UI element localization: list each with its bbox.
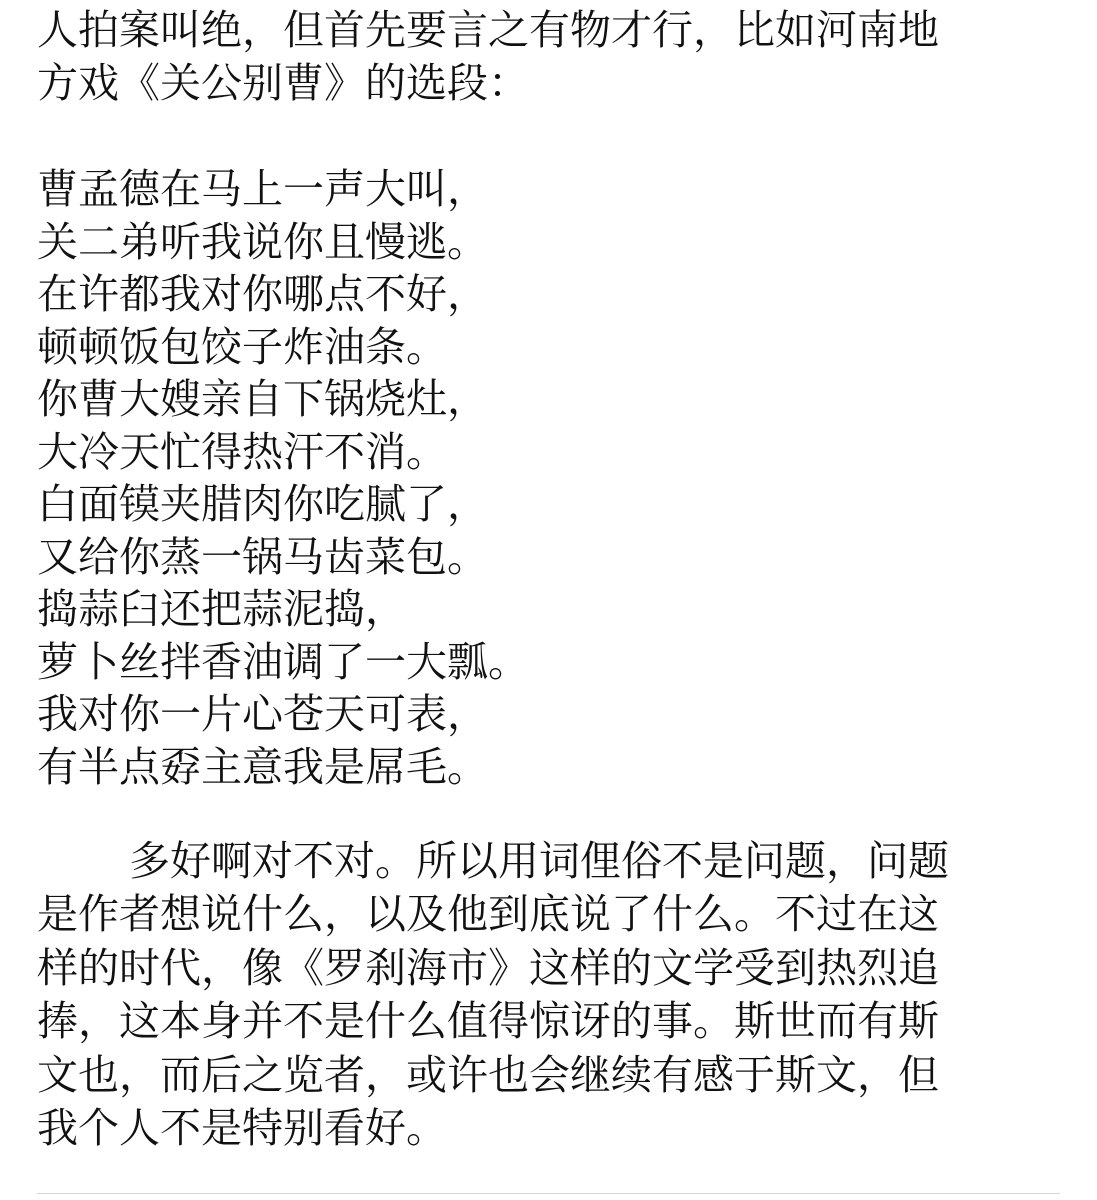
verse-line: 萝卜丝拌香油调了一大瓢。 bbox=[37, 637, 529, 686]
verse-line: 在许都我对你哪点不好， bbox=[37, 270, 488, 318]
text-line: 人拍案叫绝，但首先要言之有物才行，比如河南地 bbox=[37, 6, 939, 54]
text-line: 我个人不是特别看好。 bbox=[37, 1104, 447, 1153]
verse-line: 曹孟德在马上一声大叫， bbox=[37, 165, 488, 213]
verse-line: 关二弟听我说你且慢逃。 bbox=[37, 217, 488, 266]
text-line: 文也，而后之览者，或许也会继续有感于斯文，但 bbox=[37, 1050, 939, 1099]
verse-excerpt bbox=[37, 163, 1057, 793]
verse-line: 又给你蒸一锅马齿菜包。 bbox=[37, 532, 488, 581]
text-line: 是作者想说什么，以及他到底说了什么。不过在这 bbox=[37, 890, 939, 939]
document-body bbox=[37, 4, 1057, 1155]
text-line: 捧，这本身并不是什么值得惊讶的事。斯世而有斯 bbox=[37, 997, 939, 1046]
verse-line: 我对你一片心苍天可表， bbox=[37, 690, 488, 738]
text-line: 方戏《关公别曹》的选段： bbox=[37, 59, 529, 107]
intro-paragraph bbox=[37, 4, 1057, 110]
closing-paragraph bbox=[37, 835, 1057, 1155]
verse-line: 大冷天忙得热汗不消。 bbox=[37, 427, 447, 476]
text-line: 样的时代，像《罗刹海市》这样的文学受到热烈追 bbox=[37, 943, 939, 992]
verse-line: 顿顿饭包饺子炸油条。 bbox=[37, 322, 447, 371]
verse-line: 捣蒜臼还把蒜泥捣， bbox=[37, 585, 406, 633]
verse-line: 有半点孬主意我是屌毛。 bbox=[37, 742, 488, 791]
verse-line: 你曹大嫂亲自下锅烧灶， bbox=[37, 375, 488, 423]
bottom-divider bbox=[37, 1193, 1060, 1194]
paragraph-gap bbox=[37, 110, 1057, 163]
text-line: 多好啊对不对。所以用词俚俗不是问题，问题 bbox=[129, 837, 949, 885]
verse-line: 白面镆夹腊肉你吃腻了， bbox=[37, 480, 488, 528]
